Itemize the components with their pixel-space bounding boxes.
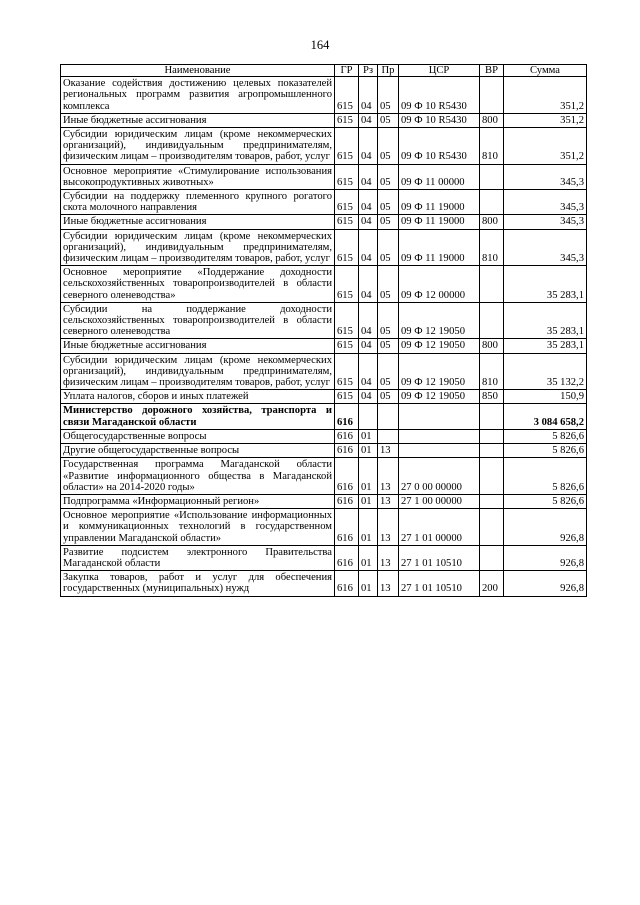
cell-sum: 35 283,1 [504,302,587,339]
cell-csr [399,444,480,458]
cell-vr: 810 [480,353,504,390]
cell-vr [480,458,504,495]
cell-sum: 5 826,6 [504,444,587,458]
header-pr: Пр [378,65,399,77]
cell-name: Субсидии юридическим лицам (кроме некоммерческих организаций), индивидуальным предпринимателям, физическим лицам – производителям товаров, работ, услуг [61,353,335,390]
cell-sum: 5 826,6 [504,429,587,443]
cell-name: Субсидии на поддержку племенного крупного рогатого скота молочного направления [61,190,335,215]
cell-pr [378,404,399,429]
cell-vr: 810 [480,128,504,165]
cell-pr: 05 [378,77,399,114]
cell-pr: 13 [378,494,399,508]
cell-vr: 800 [480,215,504,229]
cell-rz: 04 [359,266,378,303]
table-header-row [61,65,587,77]
cell-gr: 616 [335,545,359,570]
cell-rz: 04 [359,190,378,215]
cell-sum: 5 826,6 [504,494,587,508]
cell-sum: 345,3 [504,215,587,229]
cell-name: Иные бюджетные ассигнования [61,113,335,127]
cell-csr: 27 1 01 10510 [399,545,480,570]
cell-csr: 27 1 01 00000 [399,509,480,546]
table-row [61,545,587,570]
cell-gr: 615 [335,190,359,215]
cell-gr: 615 [335,77,359,114]
cell-vr [480,77,504,114]
cell-sum: 3 084 658,2 [504,404,587,429]
cell-gr: 616 [335,404,359,429]
cell-gr: 616 [335,509,359,546]
table-row [61,229,587,266]
cell-sum: 35 283,1 [504,266,587,303]
cell-rz: 01 [359,571,378,596]
cell-csr: 09 Ф 12 19050 [399,353,480,390]
cell-gr: 615 [335,215,359,229]
cell-rz: 01 [359,545,378,570]
cell-vr [480,164,504,189]
cell-gr: 615 [335,390,359,404]
cell-sum: 345,3 [504,229,587,266]
cell-name: Развитие подсистем электронного Правительства Магаданской области [61,545,335,570]
cell-gr: 615 [335,164,359,189]
header-name: Наименование [61,65,335,77]
cell-csr: 09 Ф 11 19000 [399,215,480,229]
cell-vr: 850 [480,390,504,404]
cell-name: Другие общегосударственные вопросы [61,444,335,458]
cell-name: Государственная программа Магаданской области «Развитие информационного общества в Магаданской области» на 2014-2020 годы» [61,458,335,495]
cell-name: Субсидии юридическим лицам (кроме некоммерческих организаций), индивидуальным предпринимателям, физическим лицам – производителям товаров, работ, услуг [61,128,335,165]
cell-pr: 05 [378,229,399,266]
cell-name: Уплата налогов, сборов и иных платежей [61,390,335,404]
cell-pr: 05 [378,128,399,165]
cell-sum: 926,8 [504,509,587,546]
cell-vr [480,545,504,570]
cell-csr: 27 0 00 00000 [399,458,480,495]
cell-vr: 200 [480,571,504,596]
cell-gr: 615 [335,302,359,339]
cell-sum: 5 826,6 [504,458,587,495]
header-csr: ЦСР [399,65,480,77]
cell-gr: 615 [335,339,359,353]
cell-rz: 01 [359,494,378,508]
cell-sum: 35 283,1 [504,339,587,353]
header-sum: Сумма [504,65,587,77]
cell-gr: 615 [335,353,359,390]
cell-name: Субсидии на поддержание доходности сельскохозяйственных товаропроизводителей в области северного оленеводства [61,302,335,339]
cell-rz: 04 [359,390,378,404]
table-row [61,128,587,165]
cell-pr: 05 [378,266,399,303]
header-vr: ВР [480,65,504,77]
table-row [61,571,587,596]
cell-sum: 926,8 [504,545,587,570]
page-number: 164 [310,38,330,52]
table-row [61,302,587,339]
cell-rz: 04 [359,302,378,339]
cell-gr: 615 [335,229,359,266]
cell-csr: 09 Ф 10 R5430 [399,128,480,165]
table-row [61,494,587,508]
table-row [61,429,587,443]
cell-pr: 13 [378,545,399,570]
table-row [61,77,587,114]
cell-vr [480,190,504,215]
table-row [61,215,587,229]
cell-sum: 351,2 [504,113,587,127]
table-row [61,404,587,429]
cell-vr [480,266,504,303]
cell-name: Субсидии юридическим лицам (кроме некоммерческих организаций), индивидуальным предпринимателям, физическим лицам – производителям товаров, работ, услуг [61,229,335,266]
cell-rz: 04 [359,215,378,229]
cell-rz: 04 [359,353,378,390]
table-body [61,77,587,596]
cell-vr [480,302,504,339]
cell-vr [480,429,504,443]
cell-pr: 05 [378,339,399,353]
cell-csr: 09 Ф 12 19050 [399,390,480,404]
cell-pr: 13 [378,444,399,458]
cell-vr: 800 [480,113,504,127]
cell-vr [480,444,504,458]
cell-sum: 351,2 [504,77,587,114]
table-row [61,458,587,495]
cell-csr: 09 Ф 10 R5430 [399,77,480,114]
cell-sum: 351,2 [504,128,587,165]
cell-csr: 09 Ф 12 19050 [399,339,480,353]
cell-name: Иные бюджетные ассигнования [61,215,335,229]
cell-gr: 616 [335,444,359,458]
cell-rz: 04 [359,229,378,266]
cell-rz: 01 [359,458,378,495]
cell-pr [378,429,399,443]
table-row [61,190,587,215]
header-gr: ГР [335,65,359,77]
cell-sum: 345,3 [504,190,587,215]
cell-gr: 616 [335,458,359,495]
cell-rz: 04 [359,128,378,165]
table-row [61,444,587,458]
cell-name: Основное мероприятие «Использование информационных и коммуникационных технологий в государственном управлении Магаданской области» [61,509,335,546]
cell-pr: 05 [378,215,399,229]
table-row [61,339,587,353]
cell-csr: 09 Ф 12 00000 [399,266,480,303]
cell-name: Подпрограмма «Информационный регион» [61,494,335,508]
cell-vr [480,494,504,508]
cell-vr [480,404,504,429]
cell-gr: 616 [335,429,359,443]
cell-csr: 09 Ф 12 19050 [399,302,480,339]
header-rz: Рз [359,65,378,77]
cell-rz: 04 [359,113,378,127]
cell-name: Иные бюджетные ассигнования [61,339,335,353]
cell-rz [359,404,378,429]
cell-vr: 810 [480,229,504,266]
cell-rz: 04 [359,339,378,353]
cell-rz: 01 [359,429,378,443]
table-row [61,509,587,546]
cell-csr [399,404,480,429]
table-row [61,390,587,404]
cell-pr: 05 [378,353,399,390]
cell-gr: 615 [335,113,359,127]
cell-sum: 150,9 [504,390,587,404]
cell-rz: 01 [359,509,378,546]
table-row [61,113,587,127]
cell-name: Закупка товаров, работ и услуг для обеспечения государственных (муниципальных) нужд [61,571,335,596]
cell-sum: 35 132,2 [504,353,587,390]
cell-csr: 09 Ф 11 19000 [399,190,480,215]
cell-csr: 09 Ф 11 00000 [399,164,480,189]
cell-csr [399,429,480,443]
cell-pr: 05 [378,190,399,215]
table-row [61,353,587,390]
table-row [61,164,587,189]
cell-gr: 615 [335,266,359,303]
budget-table [60,64,587,597]
cell-name: Основное мероприятие «Поддержание доходности сельскохозяйственных товаропроизводителей в области северного оленеводства» [61,266,335,303]
cell-pr: 13 [378,509,399,546]
cell-name: Министерство дорожного хозяйства, транспорта и связи Магаданской области [61,404,335,429]
cell-pr: 05 [378,164,399,189]
cell-gr: 615 [335,128,359,165]
cell-csr: 09 Ф 10 R5430 [399,113,480,127]
cell-sum: 345,3 [504,164,587,189]
cell-rz: 04 [359,164,378,189]
table-row [61,266,587,303]
cell-rz: 01 [359,444,378,458]
cell-pr: 05 [378,302,399,339]
cell-pr: 05 [378,390,399,404]
cell-pr: 13 [378,571,399,596]
cell-pr: 13 [378,458,399,495]
cell-pr: 05 [378,113,399,127]
cell-csr: 27 1 00 00000 [399,494,480,508]
cell-name: Оказание содействия достижению целевых показателей региональных программ развития агропромышленного комплекса [61,77,335,114]
cell-name: Основное мероприятие «Стимулирование использования высокопродуктивных животных» [61,164,335,189]
cell-gr: 616 [335,494,359,508]
cell-csr: 27 1 01 10510 [399,571,480,596]
cell-name: Общегосударственные вопросы [61,429,335,443]
cell-sum: 926,8 [504,571,587,596]
cell-csr: 09 Ф 11 19000 [399,229,480,266]
cell-vr [480,509,504,546]
cell-gr: 616 [335,571,359,596]
cell-rz: 04 [359,77,378,114]
cell-vr: 800 [480,339,504,353]
